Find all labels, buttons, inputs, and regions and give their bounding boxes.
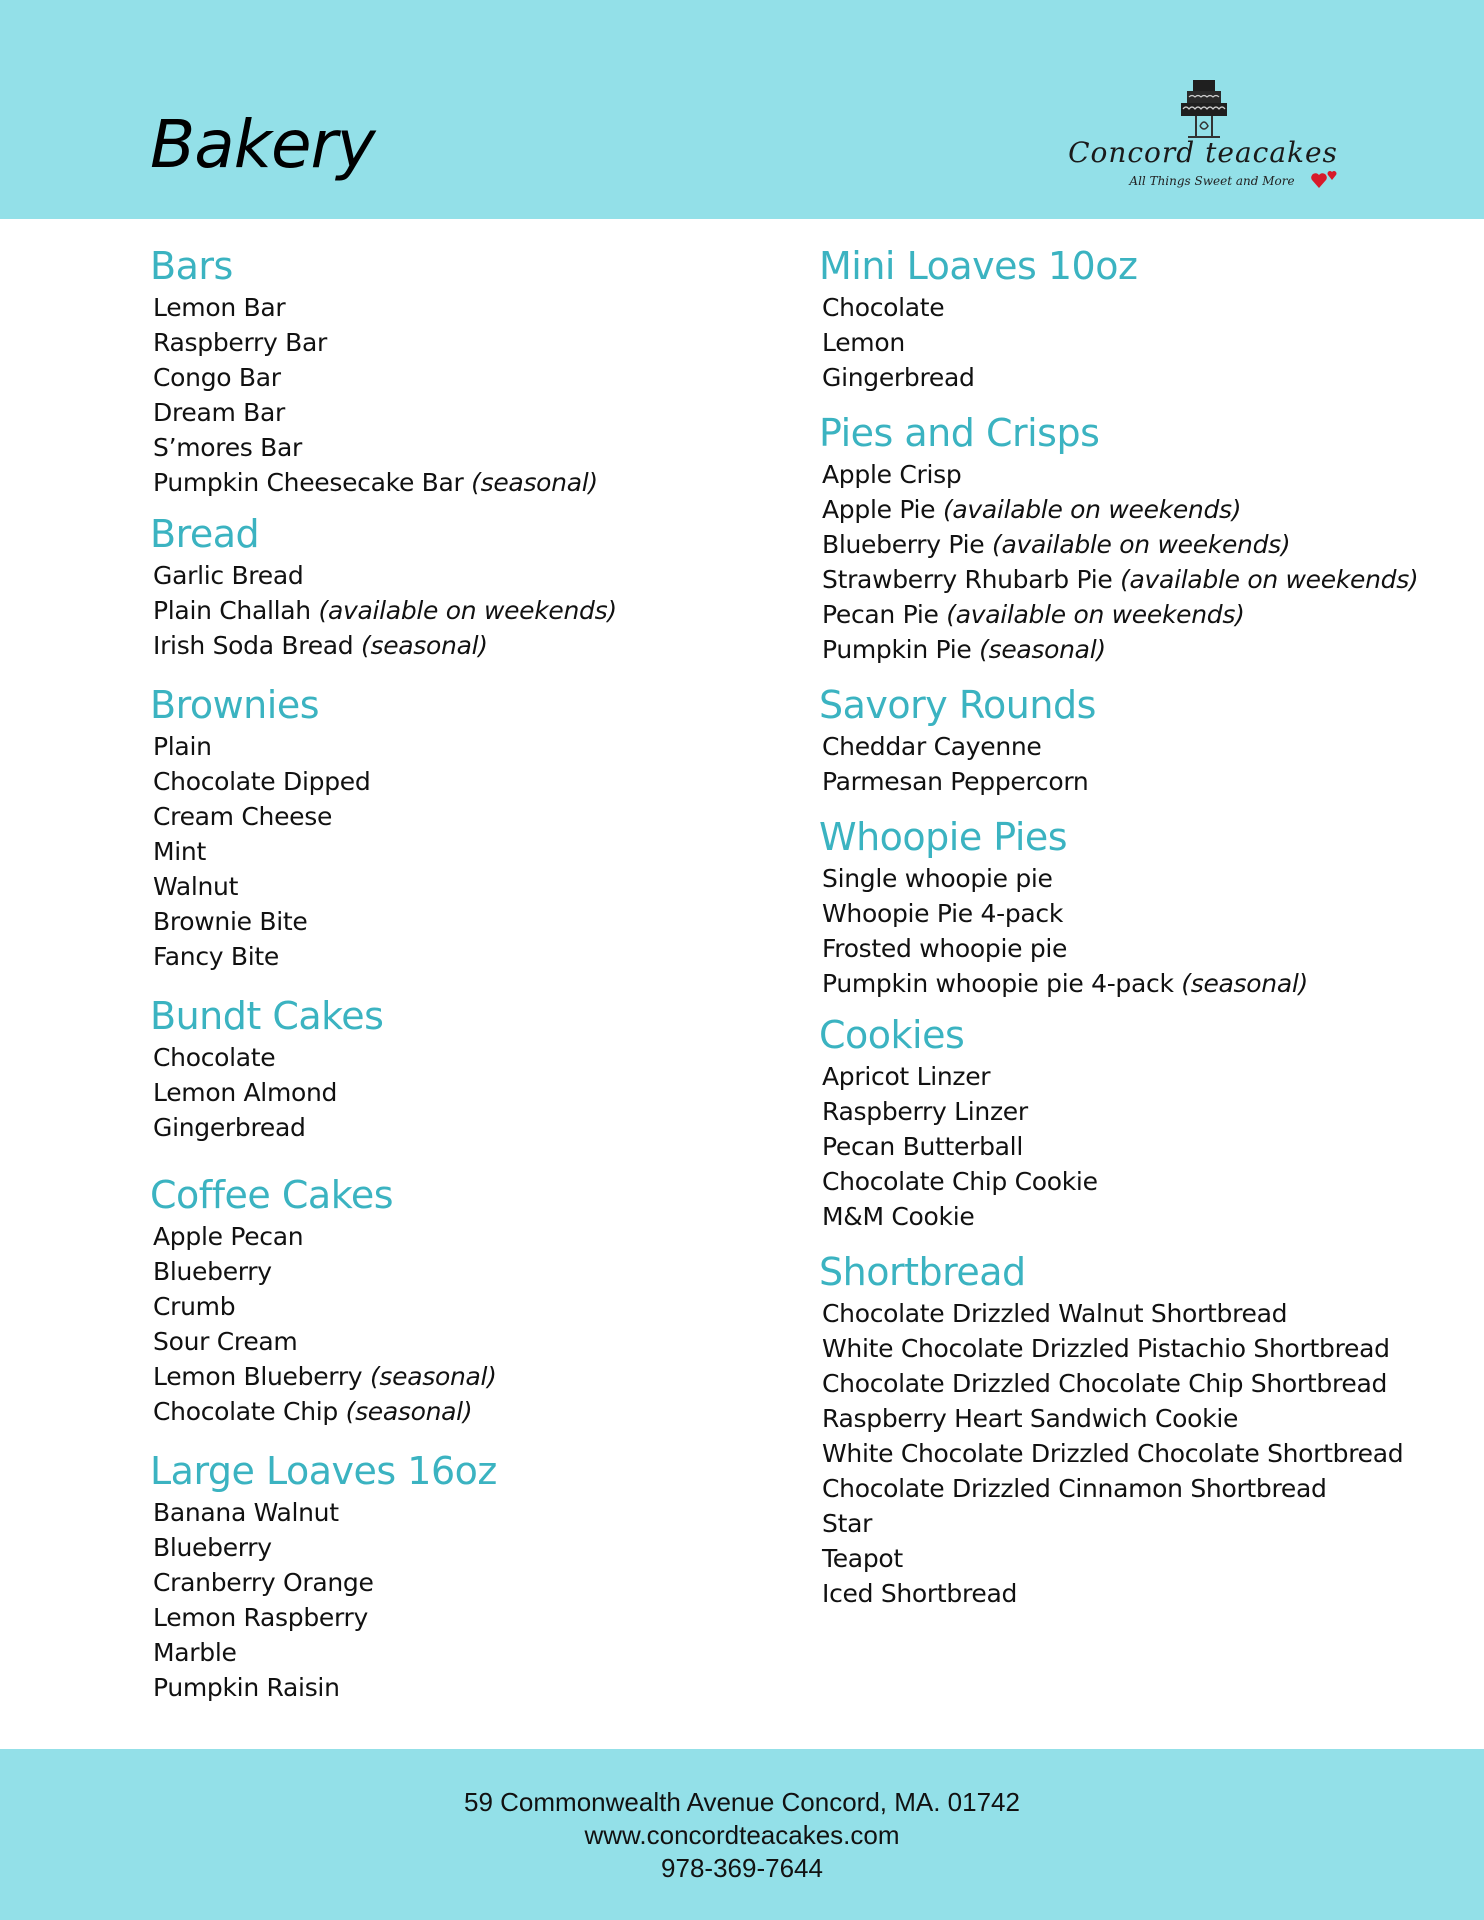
menu-item-note: (available on weekends) xyxy=(942,495,1242,524)
menu-item xyxy=(150,799,710,834)
menu-item xyxy=(150,869,710,904)
menu-item-name: Irish Soda Bread xyxy=(153,631,354,660)
menu-item xyxy=(150,1565,710,1600)
menu-item xyxy=(150,558,710,593)
menu-item xyxy=(150,465,710,500)
menu-item-note: (seasonal) xyxy=(471,468,598,497)
menu-item-name: Iced Shortbread xyxy=(822,1579,1018,1608)
menu-item xyxy=(150,1289,710,1324)
menu-item xyxy=(819,457,1459,492)
menu-item-name: Chocolate Chip xyxy=(153,1397,338,1426)
menu-item xyxy=(150,430,710,465)
menu-item xyxy=(819,1541,1459,1576)
menu-item-note: (seasonal) xyxy=(345,1397,473,1426)
menu-item-name: Chocolate Drizzled Chocolate Chip Shortbread xyxy=(822,1369,1388,1398)
menu-item-name: Plain xyxy=(153,732,212,761)
menu-item-name: Chocolate Chip Cookie xyxy=(822,1167,1098,1196)
menu-item-name: Cranberry Orange xyxy=(153,1568,374,1597)
footer-phone[interactable]: 978-369-7644 xyxy=(661,1853,823,1883)
menu-item xyxy=(819,1436,1459,1471)
menu-item xyxy=(150,290,710,325)
menu-item-name: Pecan Butterball xyxy=(822,1132,1023,1161)
section-heading: Savory Rounds xyxy=(819,683,1096,727)
menu-item xyxy=(819,1059,1459,1094)
menu-item xyxy=(819,492,1459,527)
menu-item-name: Brownie Bite xyxy=(153,907,308,936)
menu-item xyxy=(150,1670,710,1705)
menu-item-name: Pumpkin Cheesecake Bar xyxy=(153,468,464,497)
menu-item-name: Walnut xyxy=(153,872,239,901)
menu-item-name: Lemon Blueberry xyxy=(153,1362,363,1391)
menu-column-left xyxy=(150,242,710,1705)
menu-item-name: Blueberry xyxy=(153,1533,272,1562)
menu-section xyxy=(150,681,710,974)
menu-item xyxy=(819,527,1459,562)
logo-tagline: All Things Sweet and More xyxy=(1129,174,1295,188)
menu-item-name: S’mores Bar xyxy=(153,433,302,462)
menu-item-note: (seasonal) xyxy=(361,631,488,660)
menu-section xyxy=(150,510,710,663)
menu-item xyxy=(819,1129,1459,1164)
menu-item-name: Apple Pecan xyxy=(153,1222,304,1251)
menu-item xyxy=(150,628,710,663)
menu-item-name: Banana Walnut xyxy=(153,1498,339,1527)
menu-item xyxy=(819,597,1459,632)
menu-section xyxy=(819,409,1459,667)
menu-item xyxy=(819,632,1459,667)
section-heading: Whoopie Pies xyxy=(819,815,1068,859)
menu-section xyxy=(819,813,1459,1001)
menu-item xyxy=(150,325,710,360)
menu-item xyxy=(150,904,710,939)
section-heading: Pies and Crisps xyxy=(819,411,1100,455)
menu-item-name: Plain Challah xyxy=(153,596,311,625)
menu-item-name: Apple Pie xyxy=(822,495,936,524)
menu-item-name: Fancy Bite xyxy=(153,942,280,971)
menu-section xyxy=(819,1248,1459,1611)
menu-item xyxy=(150,395,710,430)
menu-item-note: (available on weekends) xyxy=(1120,565,1419,594)
menu-item-name: Chocolate Drizzled Cinnamon Shortbread xyxy=(822,1474,1327,1503)
menu-section xyxy=(150,242,710,500)
menu-item-name: Lemon Almond xyxy=(153,1078,338,1107)
menu-item xyxy=(819,931,1459,966)
menu-item xyxy=(150,1600,710,1635)
menu-item-name: M&M Cookie xyxy=(822,1202,975,1231)
menu-item xyxy=(819,1199,1459,1234)
menu-item xyxy=(150,764,710,799)
menu-item xyxy=(150,1324,710,1359)
menu-item xyxy=(819,1164,1459,1199)
menu-item-name: Gingerbread xyxy=(822,363,975,392)
menu-item xyxy=(819,562,1459,597)
menu-item-name: Dream Bar xyxy=(153,398,286,427)
section-heading: Large Loaves 16oz xyxy=(150,1449,497,1493)
menu-item-name: Chocolate xyxy=(822,293,945,322)
menu-item xyxy=(150,1530,710,1565)
menu-item-name: Chocolate Drizzled Walnut Shortbread xyxy=(822,1299,1288,1328)
header-banner xyxy=(0,0,1484,219)
menu-item xyxy=(819,1506,1459,1541)
menu-item-name: Sour Cream xyxy=(153,1327,298,1356)
menu-item xyxy=(150,1495,710,1530)
menu-item xyxy=(150,1040,710,1075)
menu-item xyxy=(150,1110,710,1145)
menu-item-name: Pumpkin whoopie pie 4-pack xyxy=(822,969,1174,998)
menu-item-name: Blueberry xyxy=(153,1257,272,1286)
menu-item-name: Cheddar Cayenne xyxy=(822,732,1042,761)
menu-item xyxy=(150,1254,710,1289)
menu-item-name: Frosted whoopie pie xyxy=(822,934,1068,963)
menu-item-name: Pumpkin Pie xyxy=(822,635,972,664)
menu-item-name: Star xyxy=(822,1509,873,1538)
menu-item-name: Parmesan Peppercorn xyxy=(822,767,1089,796)
menu-item-note: (seasonal) xyxy=(369,1362,497,1391)
menu-item-name: Lemon Raspberry xyxy=(153,1603,369,1632)
menu-item-note: (available on weekends) xyxy=(946,600,1245,629)
menu-item-name: Marble xyxy=(153,1638,237,1667)
hearts-icon xyxy=(1310,168,1340,190)
menu-item xyxy=(819,861,1459,896)
menu-item-name: Pecan Pie xyxy=(822,600,939,629)
tiered-cake-icon xyxy=(1174,78,1234,140)
menu-item-note: (available on weekends) xyxy=(318,596,617,625)
menu-item-note: (available on weekends) xyxy=(992,530,1291,559)
menu-item-name: Single whoopie pie xyxy=(822,864,1053,893)
menu-item xyxy=(819,1366,1459,1401)
brand-logo[interactable] xyxy=(1062,70,1342,200)
menu-item-name: Whoopie Pie 4-pack xyxy=(822,899,1064,928)
menu-item-note: (seasonal) xyxy=(1181,969,1308,998)
menu-item-name: Cream Cheese xyxy=(153,802,333,831)
menu-item xyxy=(150,729,710,764)
logo-wordmark: Concord teacakes xyxy=(1068,136,1338,169)
menu-item xyxy=(819,1576,1459,1611)
section-heading: Mini Loaves 10oz xyxy=(819,244,1138,288)
section-heading: Bars xyxy=(150,244,233,288)
menu-item xyxy=(150,1075,710,1110)
menu-item-name: Garlic Bread xyxy=(153,561,304,590)
menu-item-name: Lemon Bar xyxy=(153,293,286,322)
menu-item-name: Congo Bar xyxy=(153,363,281,392)
menu-item-name: Strawberry Rhubarb Pie xyxy=(822,565,1113,594)
menu-item-name: Chocolate Dipped xyxy=(153,767,371,796)
menu-item xyxy=(819,1331,1459,1366)
menu-item xyxy=(819,729,1459,764)
menu-item xyxy=(819,966,1459,1001)
menu-section xyxy=(819,681,1459,799)
menu-item xyxy=(150,1219,710,1254)
menu-item-name: Gingerbread xyxy=(153,1113,306,1142)
section-heading: Bundt Cakes xyxy=(150,994,384,1038)
section-heading: Shortbread xyxy=(819,1250,1026,1294)
menu-item xyxy=(819,1296,1459,1331)
menu-item xyxy=(150,1635,710,1670)
menu-item-name: Crumb xyxy=(153,1292,236,1321)
menu-item xyxy=(819,896,1459,931)
menu-item-name: Raspberry Bar xyxy=(153,328,327,357)
menu-item xyxy=(819,764,1459,799)
menu-item-name: White Chocolate Drizzled Chocolate Shortbread xyxy=(822,1439,1404,1468)
menu-item xyxy=(150,834,710,869)
menu-section xyxy=(150,1171,710,1429)
menu-item xyxy=(150,939,710,974)
menu-item xyxy=(819,290,1459,325)
menu-section xyxy=(150,1447,710,1705)
menu-item-name: Teapot xyxy=(822,1544,903,1573)
menu-item xyxy=(819,1094,1459,1129)
menu-item xyxy=(819,1401,1459,1436)
footer-banner xyxy=(0,1749,1484,1920)
menu-item xyxy=(150,360,710,395)
section-heading: Bread xyxy=(150,512,260,556)
menu-item-name: Blueberry Pie xyxy=(822,530,985,559)
menu-item xyxy=(150,593,710,628)
menu-item-name: Lemon xyxy=(822,328,905,357)
page-title: Bakery xyxy=(150,106,375,183)
menu-item-name: White Chocolate Drizzled Pistachio Shortbread xyxy=(822,1334,1390,1363)
menu-item-name: Pumpkin Raisin xyxy=(153,1673,340,1702)
menu-item-name: Raspberry Heart Sandwich Cookie xyxy=(822,1404,1239,1433)
menu-item xyxy=(819,360,1459,395)
section-heading: Cookies xyxy=(819,1013,965,1057)
menu-item-name: Chocolate xyxy=(153,1043,276,1072)
section-heading: Coffee Cakes xyxy=(150,1173,394,1217)
menu-section xyxy=(150,992,710,1145)
menu-item-note: (seasonal) xyxy=(979,635,1106,664)
menu-item-name: Mint xyxy=(153,837,206,866)
menu-item xyxy=(819,1471,1459,1506)
section-heading: Brownies xyxy=(150,683,320,727)
menu-item xyxy=(819,325,1459,360)
menu-section xyxy=(819,242,1459,395)
menu-item-name: Apple Crisp xyxy=(822,460,962,489)
menu-column-right xyxy=(819,242,1459,1611)
menu-item-name: Apricot Linzer xyxy=(822,1062,991,1091)
menu-item xyxy=(150,1394,710,1429)
footer-website[interactable]: www.concordteacakes.com xyxy=(584,1820,900,1850)
menu-section xyxy=(819,1011,1459,1234)
footer-address: 59 Commonwealth Avenue Concord, MA. 01742 xyxy=(464,1787,1020,1817)
menu-item-name: Raspberry Linzer xyxy=(822,1097,1028,1126)
menu-item xyxy=(150,1359,710,1394)
